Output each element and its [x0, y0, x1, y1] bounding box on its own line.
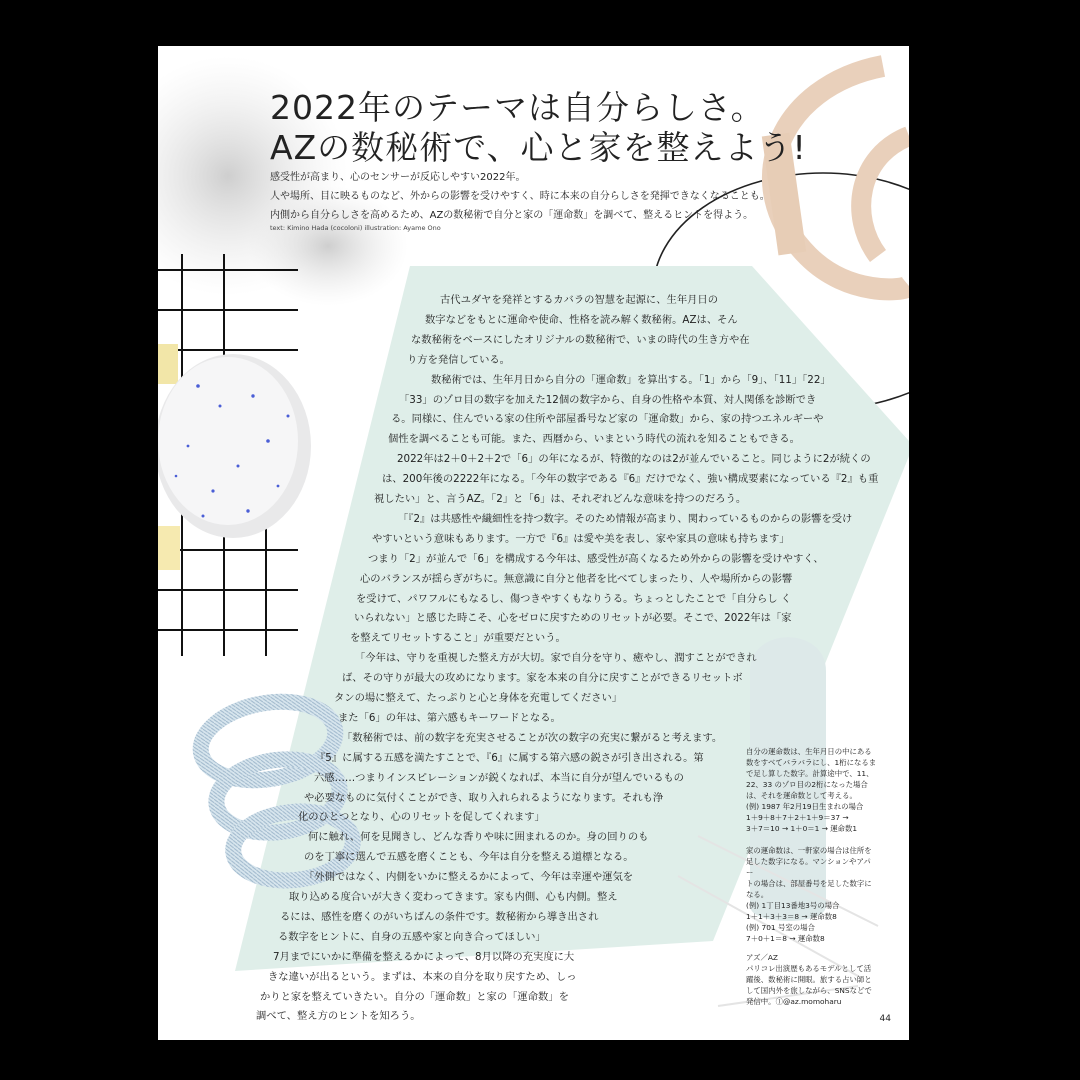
body-line: 「『2』は共感性や繊細性を持つ数字。そのため情報が高まり、関わっているものからの影響を受け — [398, 512, 853, 525]
page-number: 44 — [879, 1014, 891, 1024]
body-line: るには、感性を磨くのがいちばんの条件です。数秘術から導き出され — [280, 910, 599, 923]
sidebar-line: 躍後、数秘術に開眼。旅する占い師と — [746, 975, 872, 984]
body-line: 「外側ではなく、内側をいかに整えるかによって、今年は幸運や運気を — [304, 871, 634, 884]
body-line: いられない」と感じた時こそ、心をゼロに戻すためのリセットが必要。そこで、2022年は「家 — [354, 612, 792, 625]
sidebar-line: 家の運命数は、一軒家の場合は住所を — [746, 846, 872, 855]
sidebar-line: パリコレ出演歴もあるモデルとして活 — [746, 964, 872, 973]
body-line: 『5』に属する五感を満たすことで、『6』に属する第六感の鋭さが引き出される。第 — [315, 751, 704, 764]
body-line: ば、その守りが最大の攻めになります。家を本来の自分に戻すことができるリセットボ — [342, 672, 743, 685]
body-line: り方を発信している。 — [407, 353, 510, 366]
author-name: アズ／AZ — [746, 953, 778, 962]
body-line: や必要なものに気付くことができ、取り入れられるようになります。それも浄 — [304, 791, 664, 804]
body-line: な数秘術をベースにしたオリジナルの数秘術で、いまの時代の生き方や在 — [411, 333, 750, 346]
body-line: る。同様に、住んでいる家の住所や部屋番号など家の「運命数」から、家の持つエネルギーや — [391, 413, 824, 426]
sidebar-line: して国内外を旅しながら、SNSなどで — [746, 986, 872, 995]
title-line: AZの数秘術で、心と家を整えよう! — [270, 128, 807, 167]
body-line: つまり「2」が並んで「6」を構成する今年は、感受性が高くなるため外からの影響を受けやすく、 — [368, 552, 824, 565]
body-line: 心のバランスが揺らぎがちに。無意識に自分と他者を比べてしまったり、人や場所からの影響 — [360, 572, 793, 585]
author-bio — [746, 963, 878, 1007]
body-line: 「33」のゾロ目の数字を加えた12個の数字から、自身の性格や本質、対人関係を診断でき — [399, 393, 817, 406]
body-line: やすいという意味もあります。一方で『6』は愛や美を表し、家や家具の意味も持ちます」 — [372, 532, 790, 545]
sidebar-line: 7＋0＋1＝8 → 運命数8 — [746, 934, 825, 943]
body-line: 調べて、整え方のヒントを知ろう。 — [256, 1010, 421, 1023]
lead-line: 人や場所、目に映るものなど、外からの影響を受けやすく、時に本来の自分らしさを発揮できなくなることも。 — [270, 191, 770, 202]
sidebar-line: 1＋9＋8＋7＋2＋1＋9＝37 → — [746, 813, 849, 822]
body-line: また「6」の年は、第六感もキーワードとなる。 — [338, 711, 561, 724]
body-line: 化のひとつとなり、心のリセットを促してくれます」 — [298, 811, 545, 824]
body-line: 六感……つまりインスピレーションが鋭くなれば、本当に自分が望んでいるもの — [314, 771, 684, 784]
sidebar-line: 自分の運命数は、生年月日の中にある — [746, 747, 872, 756]
magazine-page — [158, 46, 909, 1040]
body-line: 古代ユダヤを発祥とするカバラの智慧を起源に、生年月日の — [440, 294, 719, 306]
body-line: 「今年は、守りを重視した整え方が大切。家で自分を守り、癒やし、潤すことができれ — [355, 652, 757, 665]
body-line: る数字をヒントに、自身の五感や家と向き合ってほしい」 — [278, 930, 546, 943]
body-line: タンの場に整えて、たっぷりと心と身体を充電してください」 — [334, 692, 623, 704]
sidebar-line: (例) 1987 年2月19日生まれの場合 — [746, 802, 864, 811]
lead-line: 感受性が高まり、心のセンサーが反応しやすい2022年。 — [270, 172, 526, 183]
body-line: 2022年は2＋0＋2＋2で「6」の年になるが、特徴的なのは2が並んでいること。同じように2が続くの — [397, 453, 871, 466]
sidebar-line: なる。 — [746, 890, 769, 899]
credit-line: text: Kimino Hada (cocoloni) illustration: Ayame Ono — [270, 224, 441, 232]
lead-line: 内側から自分らしさを高めるため、AZの数秘術で自分と家の「運命数」を調べて、整えるヒントを得よう。 — [270, 210, 754, 221]
sidebar-paragraph — [746, 845, 878, 944]
body-line: 数字などをもとに運命や使命、性格を読み解く数秘術。AZは、そん — [425, 313, 738, 326]
sidebar-line: トの場合は、部屋番号を足した数字に — [746, 879, 872, 888]
sidebar-line: は、それを運命数として考える。 — [746, 791, 857, 800]
sidebar-line: で足し算した数字。計算途中で、11、 — [746, 769, 874, 778]
body-line: を受けて、パワフルにもなるし、傷つきやすくもなりうる。ちょっとしたことで「自分らし く — [356, 592, 792, 605]
sidebar-line: 22、33 のゾロ目の2桁になった場合 — [746, 780, 868, 789]
sidebar-line: 発信中。Ⓘ@az.momoharu — [746, 997, 842, 1006]
sidebar-line: (例) 701 号室の場合 — [746, 923, 815, 932]
body-line: 視したい」と、言うAZ。「2」と「6」は、それぞれどんな意味を持つのだろう。 — [374, 493, 747, 505]
body-line: のを丁寧に選んで五感を磨くことも、今年は自分を整える道標となる。 — [304, 851, 634, 864]
sidebar-line: 足した数字になる。マンションやアパー — [746, 857, 871, 877]
body-line: を整えてリセットすること」が重要だという。 — [350, 632, 566, 645]
body-line: 何に触れ、何を見聞きし、どんな香りや味に囲まれるのか。身の回りのも — [308, 831, 649, 844]
sidebar-line: 1＋1＋3＋3＝8 → 運命数8 — [746, 912, 837, 921]
body-line: かりと家を整えていきたい。自分の「運命数」と家の「運命数」を — [260, 990, 569, 1003]
sidebar-paragraph — [746, 746, 878, 834]
body-line: 7月までにいかに準備を整えるかによって、8月以降の充実度に大 — [273, 950, 575, 963]
body-line: 数秘術では、生年月日から自分の「運命数」を算出する。「1」から「9」、「11」「22」 — [431, 373, 831, 386]
sidebar-line: (例) 1丁目13番地3号の場合 — [746, 901, 840, 910]
body-line: 「数秘術では、前の数字を充実させることが次の数字の充実に繋がると考えます。 — [342, 731, 723, 744]
sidebar-line: 数をすべてバラバラにし、1桁になるま — [746, 758, 877, 767]
sidebar-line: 3＋7＝10 → 1＋0＝1 → 運命数1 — [746, 824, 858, 833]
body-line: 個性を調べることも可能。また、西暦から、いまという時代の流れを知ることもできる。 — [388, 433, 800, 446]
title-line: 2022年のテーマは自分らしさ。 — [270, 88, 765, 127]
body-line: きな違いが出るという。まずは、本来の自分を取り戻すため、しっ — [268, 970, 577, 983]
sidebar-note — [746, 746, 878, 1007]
body-line: は、200年後の2222年になる。「今年の数字である『6』だけでなく、強い構成要素になっている『2』も重 — [382, 473, 879, 486]
body-line: 取り込める度合いが大きく変わってきます。家も内側、心も内側。整え — [289, 891, 618, 903]
